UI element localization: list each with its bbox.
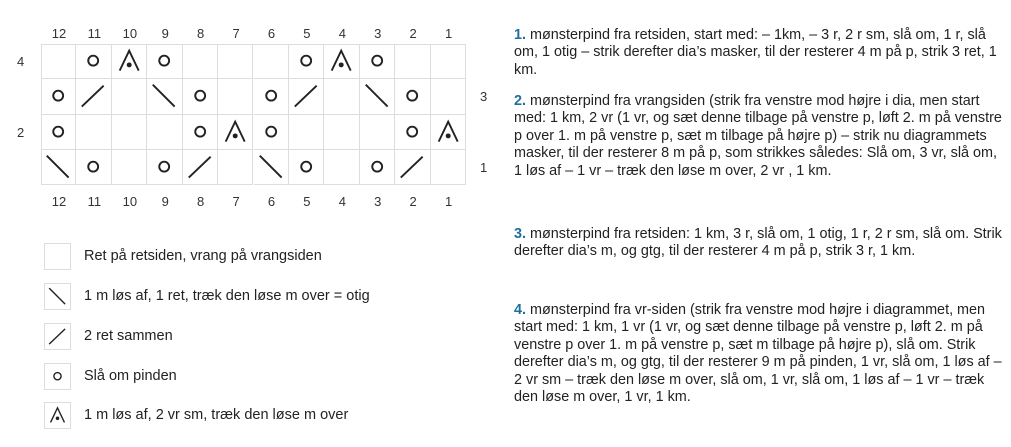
column-number: 8 [197,26,205,41]
chart-cell-k2tog [395,150,430,185]
chart-cell-knit [289,115,324,150]
chart-cell-yo [289,44,324,79]
legend-symbol-box [44,402,71,429]
column-number: 10 [122,26,138,41]
step-number: 3. [514,226,527,242]
instruction-step [514,93,1004,180]
column-number: 11 [87,26,102,41]
legend-text: Ret på retsiden, vrang på vrangsiden [84,248,322,264]
chart-cell-knit [324,79,359,114]
column-number: 6 [267,194,276,209]
chart-cell-yo [41,115,76,150]
step-number: 1. [514,27,527,43]
row-number-left: 2 [17,124,25,140]
chart-cell-ssk [360,79,395,114]
column-number: 5 [303,26,311,41]
instruction-step [514,226,1004,261]
column-number: 1 [444,194,453,209]
chart-cell-yo [289,150,324,185]
chart-cell-ssk [254,150,289,185]
chart-cell-k2tog [289,79,324,114]
chart-cell-yo [76,150,111,185]
step-number: 4. [514,302,527,318]
legend-symbol-box [44,243,71,270]
chart-cell-knit [218,79,253,114]
step-text: mønsterpind fra vrangsiden (strik fra venstre mod højre i dia, men start med: 1 km, 2 vr (1 vr, og sæt denne tilbage på venstre p, løft 2. m på venstre p over 1. m på venstre p, sæt m tilbage på højre p) – strik nu diagrammets masker, til der resterer 8 m på p, som strikkes således: Slå om, 3 vr, slå om, 1 løs af – 1 vr – træk den løse m over, 2 vr , 1 km. [514,93,1002,179]
chart-cell-knit [41,44,76,79]
chart-cell-yo [147,150,182,185]
chart-cell-knit [112,79,147,114]
chart-cell-knit [218,44,253,79]
column-number: 2 [409,194,417,209]
legend-symbol-box [44,323,71,350]
column-number: 4 [338,194,346,209]
chart-cell-knit [218,150,253,185]
row-number-left: 4 [17,54,25,69]
chart-cell-knit [431,79,466,114]
column-number: 8 [197,194,205,209]
chart-cell-knit [254,44,289,79]
chart-cell-knit [76,115,111,150]
knitting-chart-grid [41,44,466,185]
chart-cell-ssk [41,150,76,185]
chart-cell-yo [254,79,289,114]
chart-cell-ssk [147,79,182,114]
legend-text: 1 m løs af, 2 vr sm, træk den løse m over [84,407,349,423]
chart-cell-yo [183,115,218,150]
chart-cell-yo [183,79,218,114]
instruction-step [514,302,1004,406]
column-number: 7 [232,194,240,209]
chart-cell-s1p2tog-psso [324,44,359,79]
step-number: 2. [514,93,527,109]
column-number: 10 [122,194,138,209]
chart-cell-k2tog [183,150,218,185]
legend-text: Slå om pinden [84,368,177,384]
chart-cell-s1p2tog-psso [431,115,466,150]
chart-cell-yo [41,79,76,114]
column-number: 3 [374,26,382,41]
chart-cell-k2tog [76,79,111,114]
column-number: 9 [161,26,169,41]
chart-cell-yo [147,44,182,79]
step-text: mønsterpind fra retsiden: 1 km, 3 r, slå om, 1 otig, 1 r, 2 r sm, slå om. Strik derefter dia’s m, og gtg, til der resterer 4 m på p, strik 3 r, 1 km. [514,226,1002,260]
legend-symbol-box [44,283,71,310]
column-number: 2 [409,26,417,41]
column-number: 11 [87,194,102,209]
chart-cell-knit [112,115,147,150]
row-number-right: 3 [480,89,488,105]
chart-cell-yo [395,79,430,114]
step-text: mønsterpind fra vr-siden (strik fra venstre mod højre i diagrammet, men start med: 1 km, 1 vr (1 vr, og sæt denne tilbage på venstre p, løft 2. m på venstre p over 1. m på venstre p, sæt m tilbage på højre p), slå om. Strik derefter dia’s m, og gtg, til der resterer 9 m på pinden, 1 vr, slå om, 1 løs af – 2 vr sm – træk den løse m over, slå om, 1 vr, slå om, 1 løs af – 1 vr – træk den løse m over, 1 vr, 1 km. [514,302,1002,406]
legend-symbol-box [44,363,71,390]
row-number-right: 1 [480,159,488,175]
chart-cell-knit [324,115,359,150]
chart-cell-knit [147,115,182,150]
chart-cell-knit [360,115,395,150]
chart-cell-knit [431,44,466,79]
column-number: 1 [444,26,453,41]
column-number: 4 [338,26,346,41]
column-number: 9 [161,194,169,209]
column-number: 6 [267,26,276,41]
chart-cell-s1p2tog-psso [218,115,253,150]
chart-cell-yo [395,115,430,150]
chart-cell-knit [183,44,218,79]
column-number: 12 [51,194,67,209]
column-number: 12 [51,26,67,41]
chart-cell-yo [76,44,111,79]
column-number: 5 [303,194,311,209]
instruction-step [514,27,1004,79]
chart-cell-knit [395,44,430,79]
chart-cell-yo [254,115,289,150]
chart-cell-knit [324,150,359,185]
column-number: 7 [232,26,240,41]
column-number: 3 [374,194,382,209]
legend-text: 2 ret sammen [84,328,173,344]
chart-cell-yo [360,44,395,79]
chart-cell-yo [360,150,395,185]
chart-cell-knit [112,150,147,185]
legend-text: 1 m løs af, 1 ret, træk den løse m over = otig [84,288,370,304]
chart-cell-s1p2tog-psso [112,44,147,79]
chart-cell-knit [431,150,466,185]
step-text: mønsterpind fra retsiden, start med: – 1km, – 3 r, 2 r sm, slå om, 1 r, slå om, 1 otig – strik derefter dia’s masker, til der resterer 4 m på p, strik 3 ret, 1 km. [514,27,997,78]
